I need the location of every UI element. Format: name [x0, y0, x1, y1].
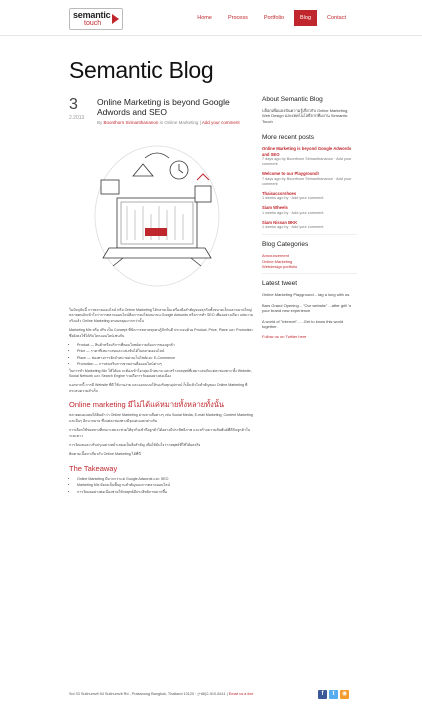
social-links	[318, 690, 349, 699]
page-title: Semantic Blog	[69, 57, 214, 83]
play-icon	[112, 14, 119, 24]
post-paragraph: ในการทำ Marketing Mix ให้ได้ผล จะต้องเข้าใจกลุ่มเป้าหมาย และสร้างกลยุทธ์ที่เหมาะสมกับแต่ละช่องทาง ทั้ง Website, Social Network และ Search Engine รวมถึงการวัดผลอย่างต่อเนื่อง	[69, 368, 252, 379]
post-paragraph: การวัดผลและปรับปรุงอย่างสม่ำเสมอเป็นสิ่งสำคัญ เพื่อให้มั่นใจว่ากลยุทธ์ที่ใช้ได้ผลจริง	[69, 442, 201, 447]
follow-twitter-link[interactable]: Follow us on Twitter here	[262, 334, 307, 340]
recent-post-title[interactable]: Welcome to our Playground!	[262, 171, 319, 177]
about-heading: About Semantic Blog	[262, 96, 323, 103]
tweet: Bars Grand Opening... "Our website" ...after grill 'n your brand new experience	[262, 302, 352, 314]
category-list	[262, 253, 357, 269]
post-day: 3	[69, 96, 78, 113]
recent-post-meta: 1 weeks ago by · Add your comment	[262, 225, 324, 230]
post-meta	[97, 120, 257, 125]
nav-home[interactable]: Home	[197, 15, 212, 21]
recent-post-meta: 1 weeks ago by · Add your comment	[262, 210, 324, 215]
marketing-mix-list	[77, 343, 254, 368]
nav-portfolio[interactable]: Portfolio	[263, 15, 285, 21]
post-body	[69, 308, 254, 496]
category-link[interactable]: Online Marketing	[262, 258, 293, 264]
logo-word-semantic: semantic	[73, 10, 111, 20]
post-date	[69, 96, 93, 121]
list-item: • Promotion — การส่งเสริมการขายผ่านสื่อออนไลน์ต่างๆ	[77, 362, 254, 367]
add-comment-link[interactable]: Add your comment	[201, 120, 240, 125]
post-title[interactable]: Online Marketing is beyond Google Adwords and SEO	[97, 97, 230, 117]
tweet: A world of "Internet"......Get to know this world together.	[262, 318, 344, 330]
nav-contact[interactable]: Contact	[327, 15, 346, 21]
list-item: • การวัดผลอย่างต่อเนื่องช่วยให้กลยุทธ์มีประสิทธิภาพมากขึ้น	[77, 490, 254, 495]
facebook-icon[interactable]: f	[318, 690, 327, 699]
nav-process[interactable]: Process	[227, 15, 248, 21]
main-nav	[187, 10, 352, 26]
recent-post-meta: 7 days ago by Boonthorn Sirinanthananon · Add your comment	[262, 176, 352, 186]
recent-post	[262, 191, 357, 202]
list-item: • Product — สินค้าหรือบริการที่ตอบโจทย์ความต้องการของลูกค้า	[77, 343, 254, 348]
recent-post-meta: 7 days ago by Boonthorn Sirinanthananon · Add your comment	[262, 157, 352, 167]
meta-in: in Online Marketing |	[159, 120, 201, 125]
recent-post-title[interactable]: Online Marketing is beyond Google Adwords and SEO	[262, 146, 352, 157]
list-item: • Marketing Mix ยังคงเป็นพื้นฐานสำคัญของการตลาดออนไลน์	[77, 483, 254, 488]
categories-heading: Blog Categories	[262, 241, 309, 249]
post-author[interactable]: Boonthorn Sirinanthananon	[103, 120, 159, 125]
list-item: • Price — ราคาที่เหมาะสมและแข่งขันได้ในตลาดออนไลน์	[77, 349, 254, 354]
recent-post-meta: 1 weeks ago by · Add your comment	[262, 196, 324, 201]
recent-post	[262, 146, 357, 167]
section-heading: Online marketing มีไม่ได้แค่หมายทั้งหลายทั้งนั้น	[69, 400, 225, 410]
list-item: • Online Marketing มีมากกว่าแค่ Google Adwords และ SEO	[77, 477, 254, 482]
logo-word-touch: touch	[84, 20, 102, 27]
post-paragraph: Marketing Mix หรือ 4Ps เป็น Concept ที่นักการตลาดทุกคนรู้จักกันดี ประกอบด้วย Product, Price, Place และ Promotion ซึ่งยังคงใช้ได้กับโลกออนไลน์เช่นกัน	[69, 328, 253, 338]
tweet: Online Marketing Playground... tag a long with us.	[262, 292, 351, 298]
nav-blog[interactable]: Blog	[294, 10, 317, 26]
takeaway-list	[77, 477, 254, 495]
post-paragraph: ติดตามเนื้อหาเกี่ยวกับ Online Marketing ได้ที่นี่	[69, 452, 141, 457]
recent-post-title[interactable]: Thaisaccorshoes	[262, 190, 297, 196]
meta-by: By	[97, 120, 103, 125]
recent-post-title[interactable]: Siam Nissan BKK	[262, 219, 298, 225]
header-bar	[0, 0, 422, 36]
recent-post	[262, 220, 357, 231]
twitter-icon[interactable]: t	[329, 690, 338, 699]
rss-icon[interactable]: ◉	[341, 691, 348, 697]
sidebar	[262, 96, 357, 339]
divider	[262, 273, 357, 274]
recent-post-title[interactable]: Siam Wheels	[262, 205, 288, 211]
category-link[interactable]: Announcement	[262, 253, 289, 259]
divider	[262, 234, 357, 235]
recent-heading: More recent posts	[262, 134, 315, 142]
email-link[interactable]: Email us a line	[228, 692, 254, 696]
post-paragraph: ในปัจจุบันนี้ การตลาดออนไลน์ หรือ Online Marketing ได้กลายเป็นเครื่องมือสำคัญของธุรกิจทั้งขนาดเล็กและขนาดใหญ่ หลายคนมักเข้าใจว่าการตลาดออนไลน์คือการลงโฆษณาบน Google Adwords หรือการทำ SEO เพียงอย่างเดียว แต่ความจริงแล้ว Online Marketing ครอบคลุมมากกว่านั้น	[69, 308, 254, 323]
post-paragraph: นอกจากนี้ การมี Website ที่ดี ใช้งานง่าย และออกแบบให้รองรับทุกอุปกรณ์ ก็เป็นหัวใจสำคัญของ Online Marketing ที่ประสบความสำเร็จ	[69, 383, 248, 393]
takeaway-heading: The Takeaway	[69, 463, 118, 473]
tweet-heading: Latest tweet	[262, 280, 298, 288]
list-item: • Place — ช่องทางการจัดจำหน่ายผ่านเว็บไซต์และ E-Commerce	[77, 356, 254, 361]
hero-illustration	[87, 136, 227, 296]
post-month: 2.2013	[69, 115, 85, 121]
recent-post	[262, 205, 357, 216]
footer	[69, 692, 359, 696]
about-text: บล็อกเพื่อแบ่งปันความรู้เกี่ยวกับ Online Marketing, Web Design และเทคโนโลยีจากทีมงาน Semantic Touch	[262, 108, 349, 124]
post-paragraph: หลายคนคงเคยได้ยินคำว่า Online Marketing ผ่านทางสื่อต่างๆ เช่น Social Media, E-mail Marketing, Content Marketing และอื่นๆ อีกมากมาย ซึ่งแต่ละช่องทางมีจุดเด่นแตกต่างกัน	[69, 413, 253, 423]
footer-address: Soi 33 Sukhumvit 54 Sukhumvit Rd., Prakanong Bangkok, Thailand 10120 · (+66)2-910-8411 |	[69, 692, 228, 696]
category-link[interactable]: Webdesign portfolio	[262, 264, 298, 270]
recent-post	[262, 171, 357, 187]
site-logo[interactable]	[69, 8, 123, 30]
post-paragraph: การเลือกใช้ช่องทางที่เหมาะสมจะช่วยให้ธุรกิจเข้าถึงลูกค้าได้อย่างมีประสิทธิภาพ และสร้างความสัมพันธ์ที่ดีกับลูกค้าในระยะยาว	[69, 428, 251, 438]
